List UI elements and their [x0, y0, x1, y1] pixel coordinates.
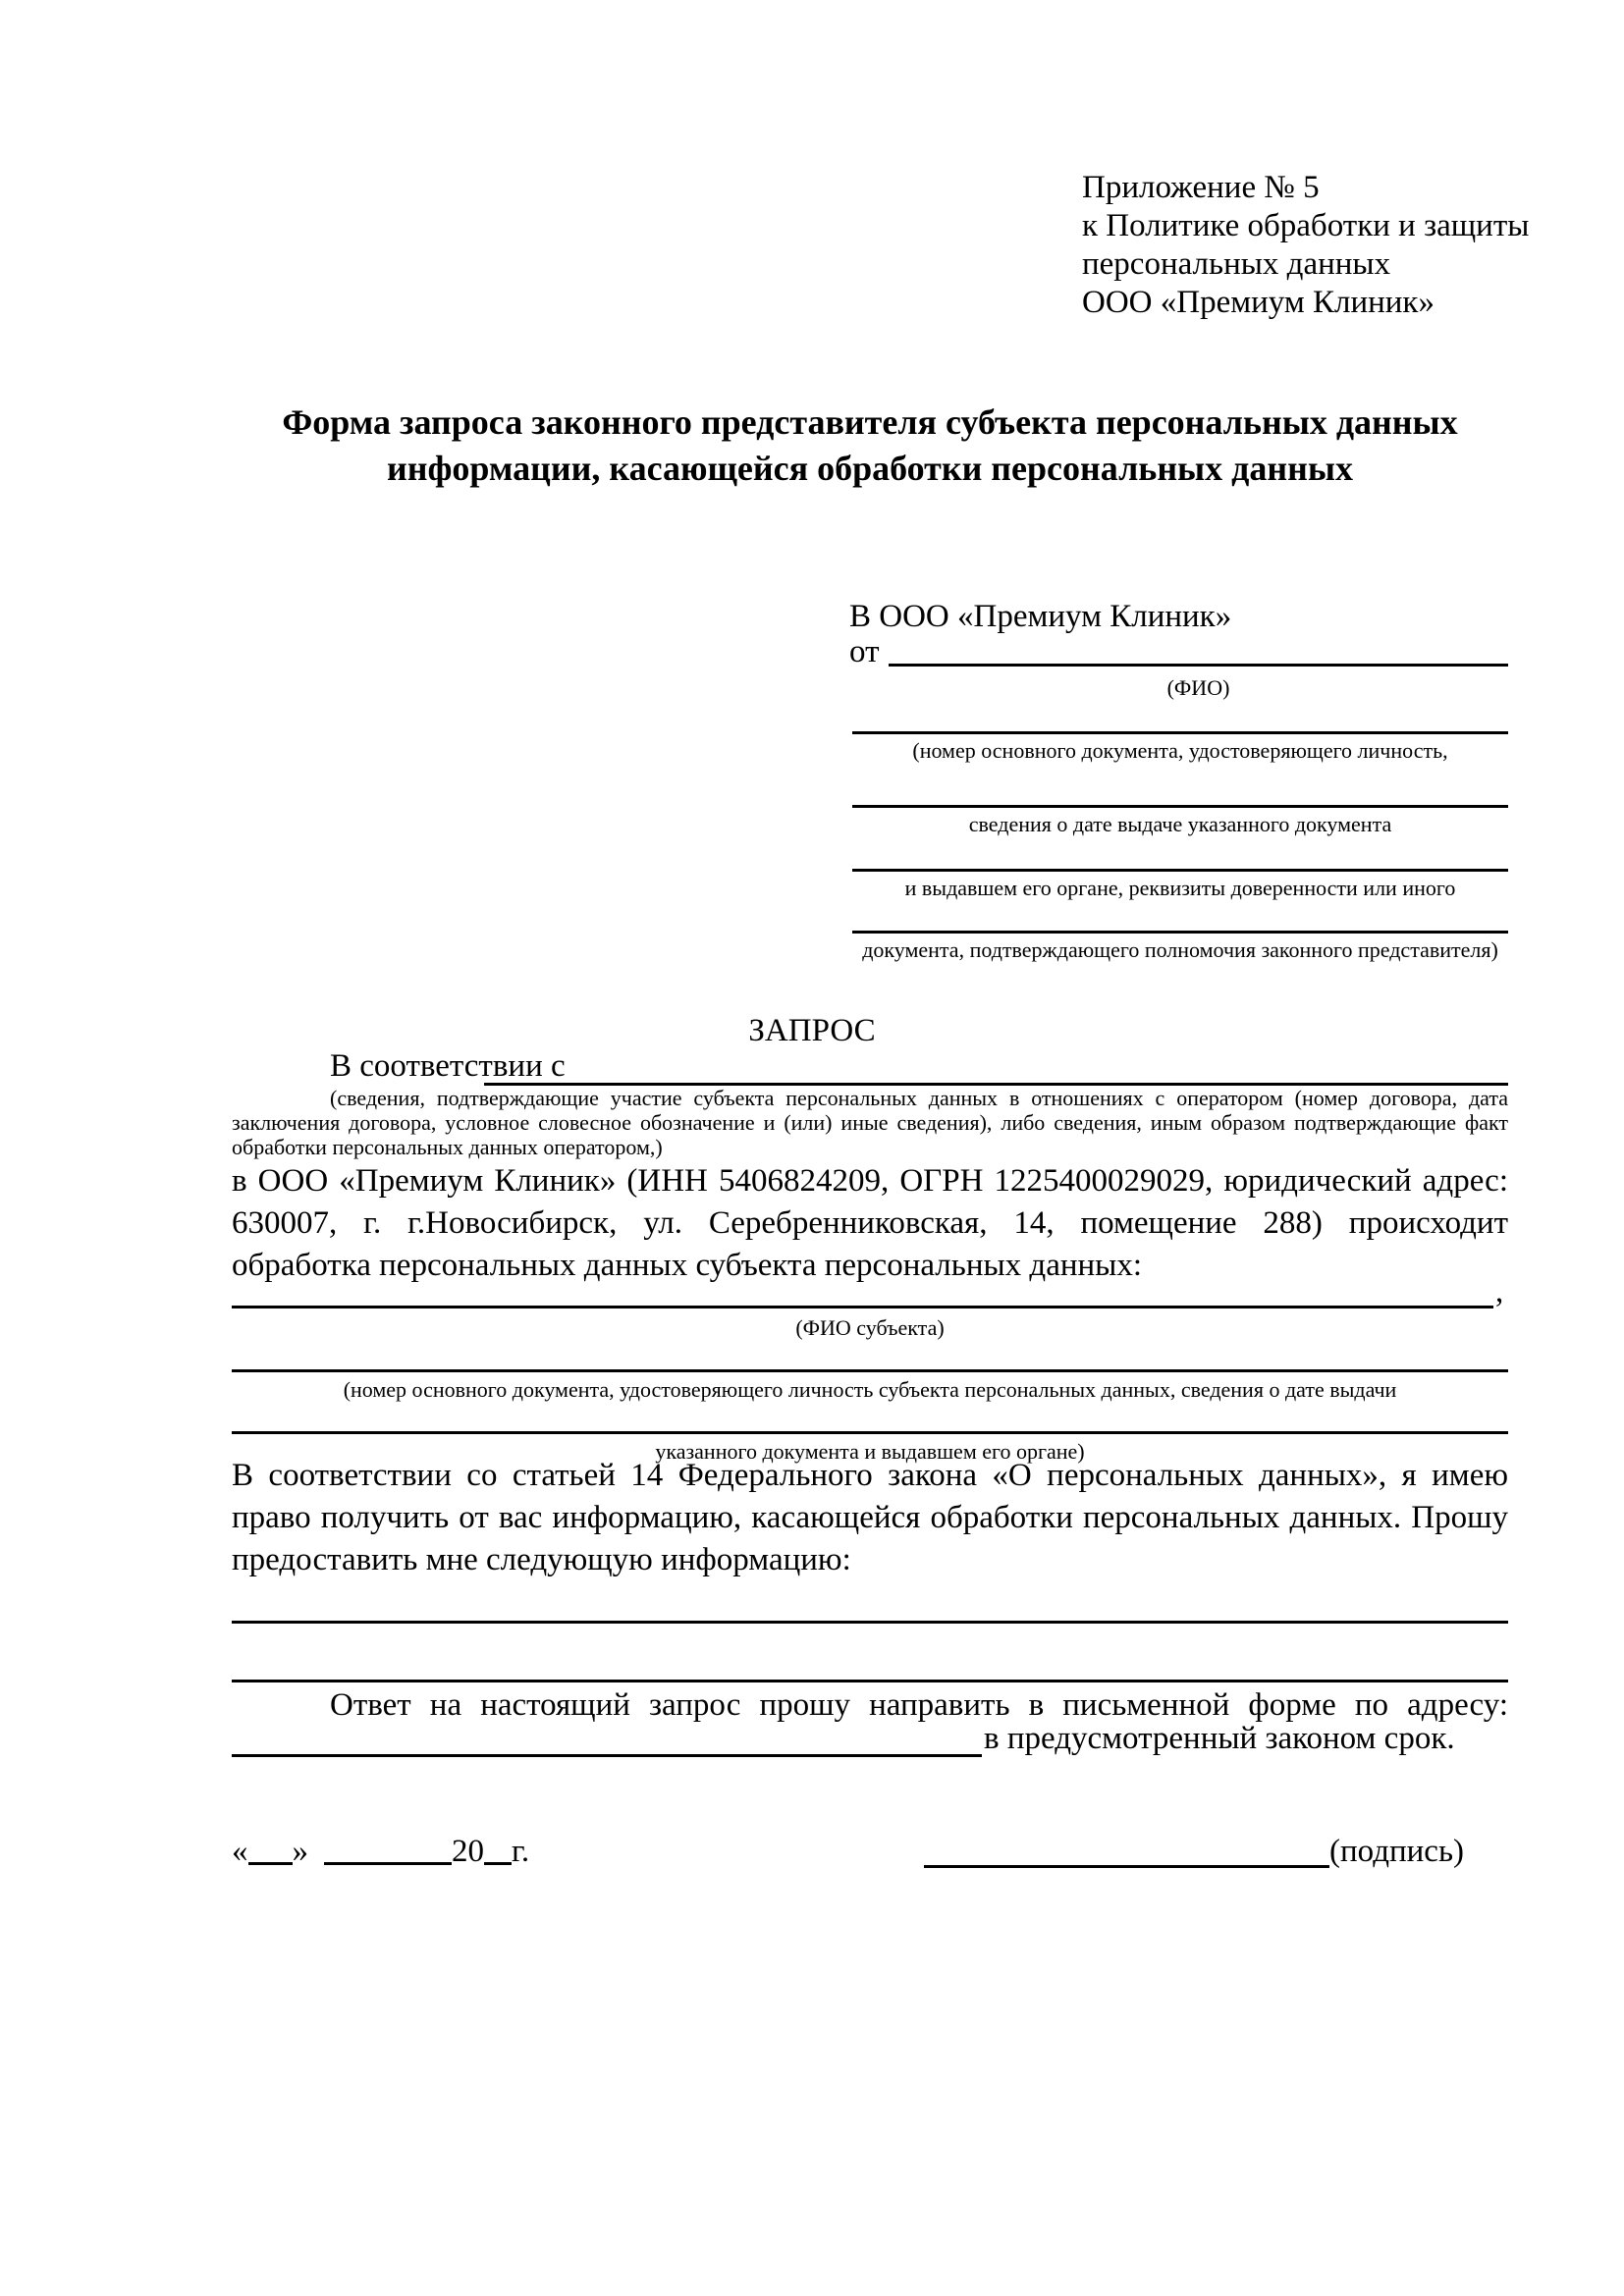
rep-doc-caption-4: документа, подтверждающего полномочия законного представителя) [862, 937, 1498, 962]
fio-fill-line [889, 664, 1508, 667]
rep-doc-fill-line-1 [852, 731, 1508, 734]
info-blank-line-2 [232, 1680, 1508, 1682]
form-title-line-1: Форма запроса законного представителя субъекта персональных данных [282, 402, 1458, 442]
rep-doc-fill-line-4 [852, 931, 1508, 934]
date-year-suffix: г. [512, 1834, 530, 1869]
intro-label: В соответствии с [330, 1048, 566, 1084]
from-label: от [849, 634, 880, 669]
date-field [232, 1836, 529, 1868]
rep-doc-caption-1: (номер основного документа, удостоверяющего личность, [912, 738, 1448, 763]
reply-address-fill-line [232, 1754, 982, 1757]
addressee-organization: В ООО «Премиум Клиник» [849, 599, 1232, 634]
subject-fio-fill-line [232, 1306, 1493, 1308]
subject-fio-line-comma: , [1495, 1274, 1504, 1309]
intro-caption: (сведения, подтверждающие участие субъекта персональных данных в отношениях с оператором (номер договора, дата заключения договора, условное словесное обозначение и (или) иные сведения), либо сведения, иным образом подтверждающие факт обработки персональных данных оператором,) [232, 1086, 1508, 1159]
date-year-line [484, 1837, 512, 1865]
date-year-prefix: 20 [452, 1834, 484, 1869]
date-month-line [324, 1837, 452, 1865]
reply-paragraph: Ответ на настоящий запрос прошу направить в письменной форме по адресу: [330, 1687, 1508, 1723]
subject-doc-caption-1: (номер основного документа, удостоверяющего личность субъекта персональных данных, сведения о дате выдачи [343, 1377, 1397, 1402]
rep-doc-caption-2: сведения о дате выдаче указанного документа [968, 812, 1392, 836]
rep-doc-fill-line-2 [852, 805, 1508, 808]
subject-doc-fill-line-1 [232, 1369, 1508, 1372]
date-day-line [248, 1837, 293, 1865]
subject-doc-caption-2: указанного документа и выдавшем его органе) [655, 1439, 1085, 1464]
law-paragraph: В соответствии со статьей 14 Федерального закона «О персональных данных», я имею право получить от вас информацию, касающейся обработки персональных данных. Прошу предоставить мне следующую информацию: [232, 1458, 1508, 1577]
form-title [232, 400, 1508, 492]
request-heading: ЗАПРОС [748, 1013, 876, 1048]
appendix-line-3: персональных данных [1082, 246, 1391, 282]
appendix-line-1: Приложение № 5 [1082, 170, 1320, 205]
subject-doc-fill-line-2 [232, 1431, 1508, 1434]
rep-doc-caption-3: и выдавшем его органе, реквизиты доверенности или иного [904, 876, 1456, 900]
appendix-note [1082, 169, 1529, 322]
signature-caption: (подпись) [1329, 1834, 1464, 1869]
form-title-line-2: информации, касающейся обработки персональных данных [387, 449, 1353, 488]
appendix-line-4: ООО «Премиум Клиник» [1082, 285, 1435, 320]
appendix-line-2: к Политике обработки и защиты [1082, 208, 1530, 243]
date-quote-open: « [232, 1834, 248, 1869]
fio-caption: (ФИО) [1166, 675, 1230, 700]
operator-paragraph: в ООО «Премиум Клиник» (ИНН 5406824209, ОГРН 1225400029029, юридический адрес: 630007, г. г.Новосибирск, ул. Серебренниковская, 14, помещение 288) происходит обработка персональных данных субъекта персональных данных: [232, 1163, 1508, 1283]
reply-suffix: в предусмотренный законом срок. [984, 1721, 1455, 1756]
signature-fill-line [924, 1865, 1329, 1868]
rep-doc-fill-line-3 [852, 869, 1508, 872]
info-blank-line-1 [232, 1621, 1508, 1624]
date-quote-close: » [292, 1834, 308, 1869]
subject-fio-caption: (ФИО субъекта) [795, 1315, 945, 1340]
